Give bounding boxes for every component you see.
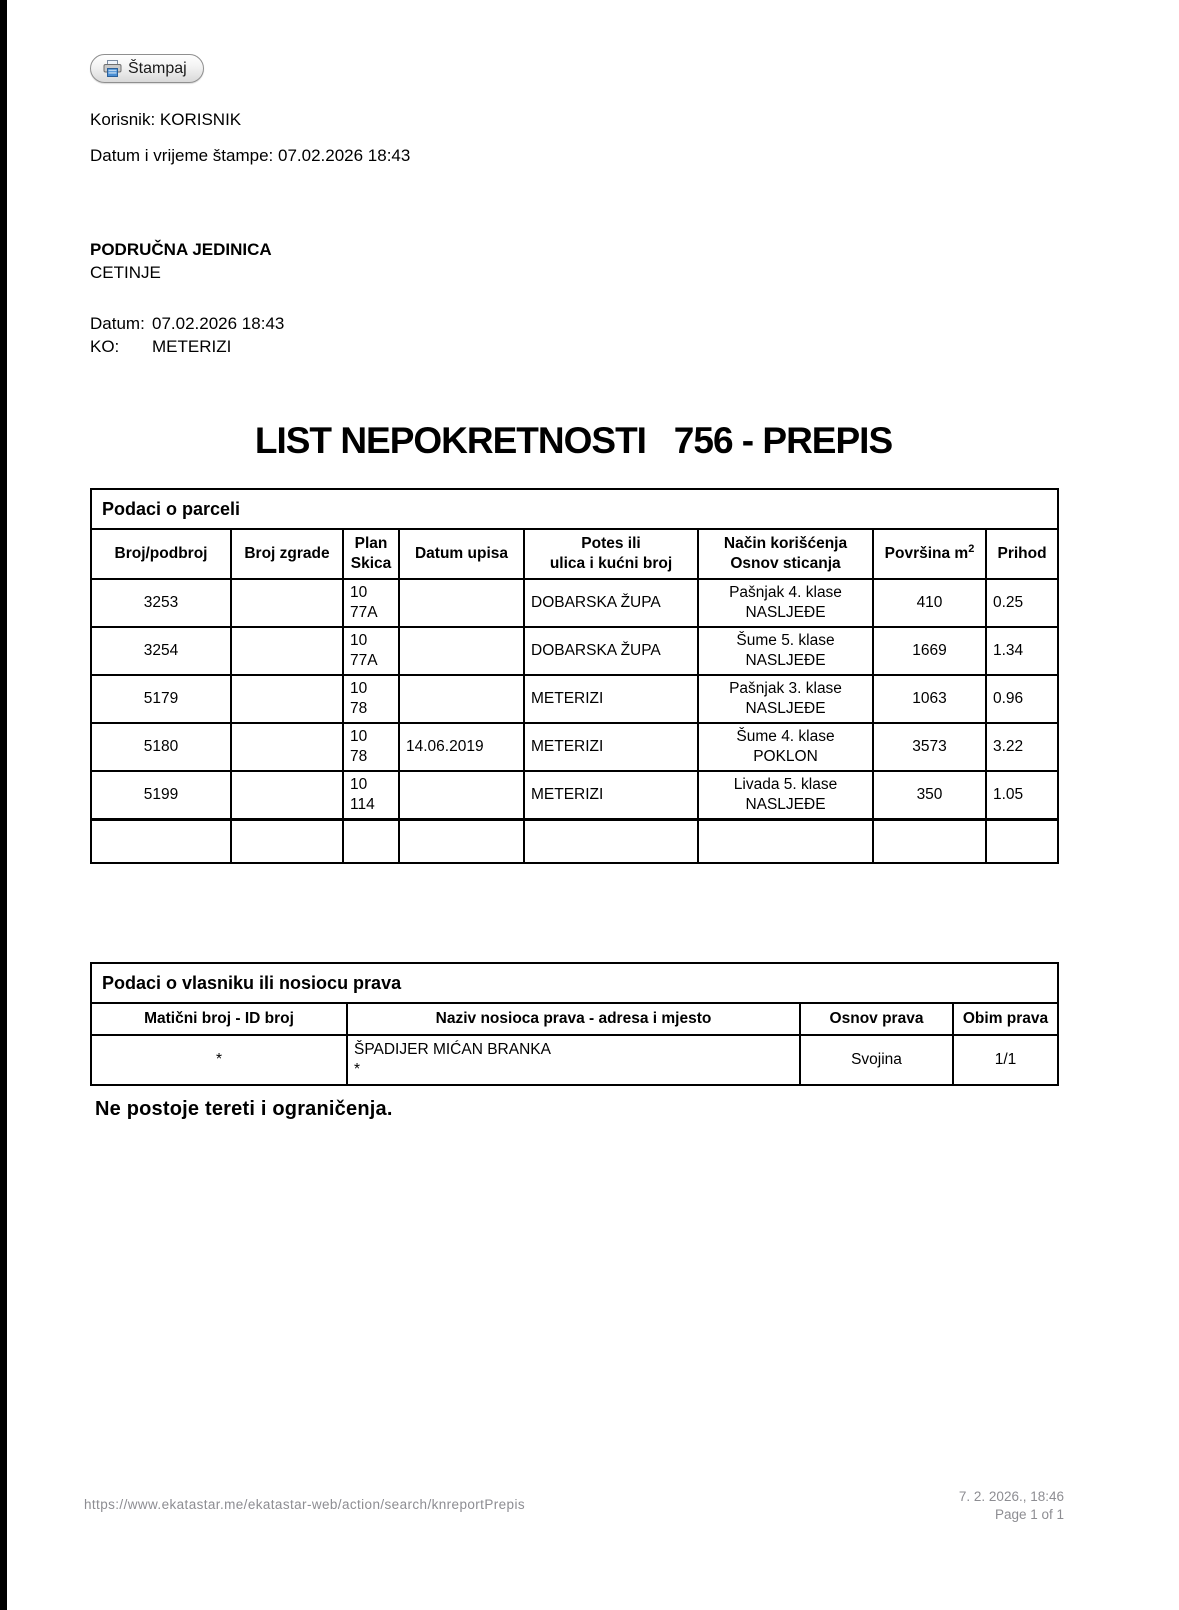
cell-broj: 3254 [91, 627, 231, 675]
cell-broj: 3253 [91, 579, 231, 627]
cell-potes: METERIZI [524, 771, 698, 819]
cell-skica: 77A [350, 652, 378, 669]
cell-naziv [347, 1035, 800, 1085]
footer-page-number: Page 1 of 1 [994, 1507, 1064, 1522]
col-potes [524, 529, 698, 579]
cell-plan: 10 [350, 584, 368, 601]
cell-nacin-line1: Šume 4. klase [736, 728, 835, 745]
cell-zgrada [231, 579, 343, 627]
user-line: Korisnik: KORISNIK [90, 110, 242, 129]
cell-plan-skica [343, 675, 399, 723]
cell-potes: METERIZI [524, 675, 698, 723]
footer-url: https://www.ekatastar.me/ekatastar-web/action/search/knreportPrepis [84, 1497, 525, 1512]
col-potes-line1: Potes ili [581, 535, 641, 552]
cell-potes: DOBARSKA ŽUPA [524, 579, 698, 627]
cell-naziv-line2: * [354, 1061, 361, 1078]
cell-povrsina: 3573 [873, 723, 986, 771]
cell-povrsina: 1063 [873, 675, 986, 723]
cell-plan-skica [343, 627, 399, 675]
ko-label: KO: [90, 337, 120, 356]
col-povrsina-label: Površina m [884, 545, 969, 562]
cell-skica: 114 [350, 795, 375, 813]
cell-plan-skica [343, 771, 399, 819]
empty-cell [343, 819, 399, 863]
date-ko-block [90, 312, 284, 358]
cell-nacin-line1: Livada 5. klase [733, 775, 838, 793]
print-footer [84, 1488, 1064, 1524]
col-naziv-nosioca: Naziv nosioca prava - adresa i mjesto [347, 1003, 800, 1035]
col-skica-line: Skica [350, 555, 392, 572]
regional-unit-block [90, 238, 272, 284]
cell-maticni: * [91, 1035, 347, 1085]
col-broj-zgrade: Broj zgrade [231, 529, 343, 579]
cell-skica: 78 [350, 700, 368, 717]
col-nacin-line1: Način korišćenja [723, 535, 848, 552]
printer-icon [103, 60, 122, 77]
datum-line [90, 312, 284, 335]
col-plan-skica [343, 529, 399, 579]
footer-datetime: 7. 2. 2026., 18:46 [958, 1489, 1064, 1504]
cell-povrsina: 410 [873, 579, 986, 627]
parcel-table [90, 488, 1059, 864]
col-prihod: Prihod [986, 529, 1058, 579]
print-button[interactable] [90, 54, 204, 83]
cell-prihod: 0.25 [986, 579, 1058, 627]
ko-value: METERIZI [152, 337, 232, 356]
cell-nacin [698, 627, 873, 675]
owner-section-row [91, 963, 1058, 1003]
print-datetime-line: Datum i vrijeme štampe: 07.02.2026 18:43 [90, 146, 411, 165]
cell-zgrada [231, 771, 343, 819]
parcel-row [91, 723, 1058, 771]
cell-nacin-line2: POKLON [753, 748, 818, 765]
cell-broj: 5179 [91, 675, 231, 723]
ko-line [90, 335, 284, 358]
cell-datum [399, 675, 524, 723]
cell-plan-skica [343, 579, 399, 627]
cell-plan: 10 [350, 632, 368, 649]
col-povrsina [873, 529, 986, 579]
cell-datum [399, 627, 524, 675]
cell-povrsina: 1669 [873, 627, 986, 675]
cell-nacin-line2: NASLJEĐE [745, 604, 826, 621]
cell-nacin [698, 723, 873, 771]
col-povrsina-sup: 2 [968, 542, 975, 555]
cell-datum [399, 579, 524, 627]
cell-prihod: 1.05 [986, 771, 1058, 819]
cell-obim: 1/1 [953, 1035, 1058, 1085]
owner-section-title: Podaci o vlasniku ili nosiocu prava [91, 963, 1058, 1003]
col-datum-upisa: Datum upisa [399, 529, 524, 579]
no-encumbrances-notice: Ne postoje tereti i ograničenja. [95, 1098, 393, 1120]
cell-potes: METERIZI [524, 723, 698, 771]
empty-cell [399, 819, 524, 863]
cell-zgrada [231, 627, 343, 675]
cell-nacin [698, 675, 873, 723]
cell-plan: 10 [350, 728, 368, 745]
cell-skica: 77A [350, 604, 378, 621]
empty-cell [524, 819, 698, 863]
cell-broj: 5199 [91, 771, 231, 819]
cell-skica: 78 [350, 748, 368, 765]
col-plan-line: Plan [354, 535, 388, 552]
cell-nacin-line2: NASLJEĐE [745, 652, 826, 669]
unit-name: CETINJE [90, 263, 161, 282]
col-maticni-broj: Matični broj - ID broj [91, 1003, 347, 1035]
cell-plan-skica [343, 723, 399, 771]
col-nacin-line2: Osnov sticanja [730, 555, 841, 572]
col-osnov-prava: Osnov prava [800, 1003, 953, 1035]
parcel-row [91, 579, 1058, 627]
owner-table [90, 962, 1059, 1086]
parcel-row [91, 627, 1058, 675]
footer-right [959, 1488, 1064, 1524]
empty-cell [231, 819, 343, 863]
cell-prihod: 0.96 [986, 675, 1058, 723]
parcel-section-title: Podaci o parceli [91, 489, 1058, 529]
col-potes-line2: ulica i kućni broj [549, 555, 673, 572]
cell-plan: 10 [350, 680, 368, 697]
print-button-label: Štampaj [128, 59, 187, 77]
parcel-row [91, 771, 1058, 819]
col-broj-podbroj: Broj/podbroj [91, 529, 231, 579]
empty-cell [873, 819, 986, 863]
cell-povrsina: 350 [873, 771, 986, 819]
owner-row [91, 1035, 1058, 1085]
cell-potes: DOBARSKA ŽUPA [524, 627, 698, 675]
cell-nacin [698, 579, 873, 627]
document-title: LIST NEPOKRETNOSTI 756 - PREPIS [254, 420, 893, 461]
cell-osnov: Svojina [800, 1035, 953, 1085]
cell-plan: 10 [350, 775, 368, 793]
cell-naziv-line1: ŠPADIJER MIĆAN BRANKA [354, 1041, 551, 1058]
parcel-section-row [91, 489, 1058, 529]
parcel-empty-row [91, 819, 1058, 863]
cell-nacin-line1: Pašnjak 4. klase [729, 584, 842, 601]
cell-zgrada [231, 675, 343, 723]
cell-nacin-line2: NASLJEĐE [745, 700, 826, 717]
datum-value: 07.02.2026 18:43 [152, 314, 285, 333]
viewer-edge-strip [0, 0, 7, 1610]
parcel-header-row [91, 529, 1058, 579]
unit-title: PODRUČNA JEDINICA [90, 240, 272, 259]
owner-header-row [91, 1003, 1058, 1035]
cell-nacin-line1: Šume 5. klase [736, 632, 835, 649]
cell-datum: 14.06.2019 [399, 723, 524, 771]
cell-nacin [698, 771, 873, 819]
empty-cell [986, 819, 1058, 863]
cell-datum [399, 771, 524, 819]
empty-cell [698, 819, 873, 863]
col-obim-prava: Obim prava [953, 1003, 1058, 1035]
empty-cell [91, 819, 231, 863]
datum-label: Datum: [90, 314, 145, 333]
cell-broj: 5180 [91, 723, 231, 771]
cell-nacin-line2: NASLJEĐE [745, 795, 826, 813]
cell-nacin-line1: Pašnjak 3. klase [729, 680, 842, 697]
cell-prihod: 1.34 [986, 627, 1058, 675]
cell-prihod: 3.22 [986, 723, 1058, 771]
cell-zgrada [231, 723, 343, 771]
parcel-row [91, 675, 1058, 723]
col-nacin [698, 529, 873, 579]
